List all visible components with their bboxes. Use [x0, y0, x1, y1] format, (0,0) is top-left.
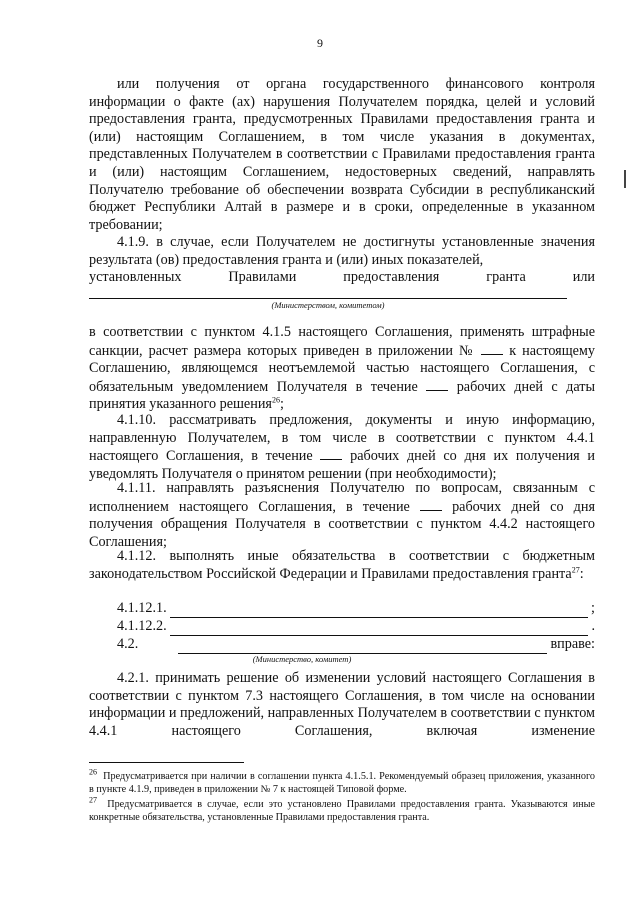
- paragraph-text: установленных Правилами предоставления гранта или: [89, 269, 595, 286]
- text-run: рабочих дней с даты принятия указанного решения: [89, 378, 596, 413]
- paragraph-4-1-11: [89, 480, 595, 551]
- text-run: Предусматривается при наличии в соглашении пункта 4.1.5.1. Рекомендуемый образец приложения, указанного в пункте 4.1.9, приведен в приложении № 7 к настоящей Типовой форме.: [89, 771, 595, 795]
- text-run: .: [591, 618, 595, 634]
- blank-field: [481, 342, 503, 355]
- item-4-1-12-2: [117, 618, 595, 636]
- blank-field: [320, 447, 342, 460]
- paragraph-4-1-12: [89, 548, 595, 583]
- item-4-2: [117, 636, 595, 654]
- blank-field: [426, 378, 448, 391]
- blank-field: [170, 622, 589, 636]
- paragraph-text: или получения от органа государственного финансового контроля информации о факте (ах) нарушения Получателем порядка, целей и условий предоставления гранта, предусмотренных Правилами предоставления гранта и (или) настоящим Соглашением, в том числе указания в документах, представленных Получателем в соответствии с Правилами предоставления гранта и (или) настоящим Соглашением, недостоверных сведений, направлять Получателю требование об обеспечении возврата Субсидии в республиканский бюджет Республики Алтай в размере и в сроки, определенные в указанном требовании;: [89, 76, 595, 233]
- paragraph-4-1-9: [89, 234, 595, 287]
- item-4-1-12-1: [117, 600, 595, 618]
- item-number: 4.1.12.2.: [117, 618, 167, 634]
- text-run: Предусматривается в случае, если это установлено Правилами предоставления гранта. Указываются иные конкретные обязательства, установленные Правилами предоставления гранта.: [89, 799, 596, 823]
- text-run: :: [579, 565, 584, 582]
- page-number: 9: [317, 36, 323, 50]
- footnote-number: 27: [89, 795, 97, 805]
- text-run: вправе:: [550, 636, 595, 652]
- paragraph-text: [89, 548, 595, 583]
- text-run: 4.1.12. выполнять иные обязательства в соответствии с бюджетным законодательством Российской Федерации и Правилами предоставления гранта: [89, 548, 595, 582]
- text-run: 4.1.10. рассматривать предложения, документы и иную информацию, направленную Получателем, в том числе в соответствии с пунктом 4.4.1 настоящего Соглашения, в течение: [89, 412, 595, 465]
- footnote-ref: 26: [271, 395, 280, 405]
- paragraph-text: 4.2.1. принимать решение об изменении условий настоящего Соглашения в соответствии с пунктом 7.3 настоящего Соглашения, в том числе на основании информации и предложений, направленных Получателем в соответствии с пунктом 4.4.1 настоящего Соглашения, включая изменение: [89, 670, 595, 739]
- caption-ministry-committee: (Министерством, комитетом): [271, 300, 385, 310]
- blank-line: [89, 298, 567, 299]
- footnote-26: [89, 767, 595, 796]
- text-run: к настоящему Соглашению, являющемся неотъемлемой частью настоящего Соглашения, с обязательным уведомлением Получателя в течение: [89, 342, 595, 395]
- item-number: 4.2.: [117, 636, 139, 652]
- blank-field: [420, 498, 442, 511]
- blank-field: [170, 604, 588, 618]
- item-number: 4.1.12.1.: [117, 600, 167, 616]
- paragraph-text: [89, 324, 595, 414]
- text-run: 4.1.11. направлять разъяснения Получателю по вопросам, связанным с исполнением настоящего Соглашения, в течение: [89, 480, 595, 515]
- footnote-ref: 27: [571, 564, 580, 574]
- footnote-number: 26: [89, 767, 97, 777]
- paragraph-4-1-9-continuation: [89, 324, 595, 414]
- paragraph-text: 4.1.9. в случае, если Получателем не достигнуты установленные значения результата (ов) предоставления гранта и (или) иных показателей,: [89, 234, 595, 268]
- text-run: ;: [279, 396, 284, 413]
- footnote-separator: [89, 762, 244, 763]
- margin-mark: [624, 170, 626, 188]
- footnote-27: [89, 795, 596, 824]
- paragraph-continuation: [89, 76, 595, 234]
- footnote-text: [89, 795, 596, 824]
- paragraph-4-2-1: [89, 670, 595, 740]
- text-run: в соответствии с пунктом 4.1.5 настоящего Соглашения, применять штрафные санкции, расчет размера которых приведен в приложении №: [89, 324, 595, 359]
- paragraph-text: [89, 480, 595, 551]
- caption-ministry-committee-2: (Министерство, комитет): [252, 654, 352, 664]
- footnote-text: [89, 767, 595, 796]
- text-run: ;: [591, 600, 595, 616]
- text-run: рабочих дней со дня получения обращения Получателя в соответствии с пунктом 4.4.2 настоящего Соглашения;: [89, 498, 595, 550]
- blank-field: [178, 640, 547, 654]
- paragraph-text: [89, 412, 595, 483]
- text-run: рабочих дней со дня их получения и уведомлять Получателя о принятом решении (при необходимости);: [89, 448, 595, 482]
- paragraph-4-1-10: [89, 412, 595, 483]
